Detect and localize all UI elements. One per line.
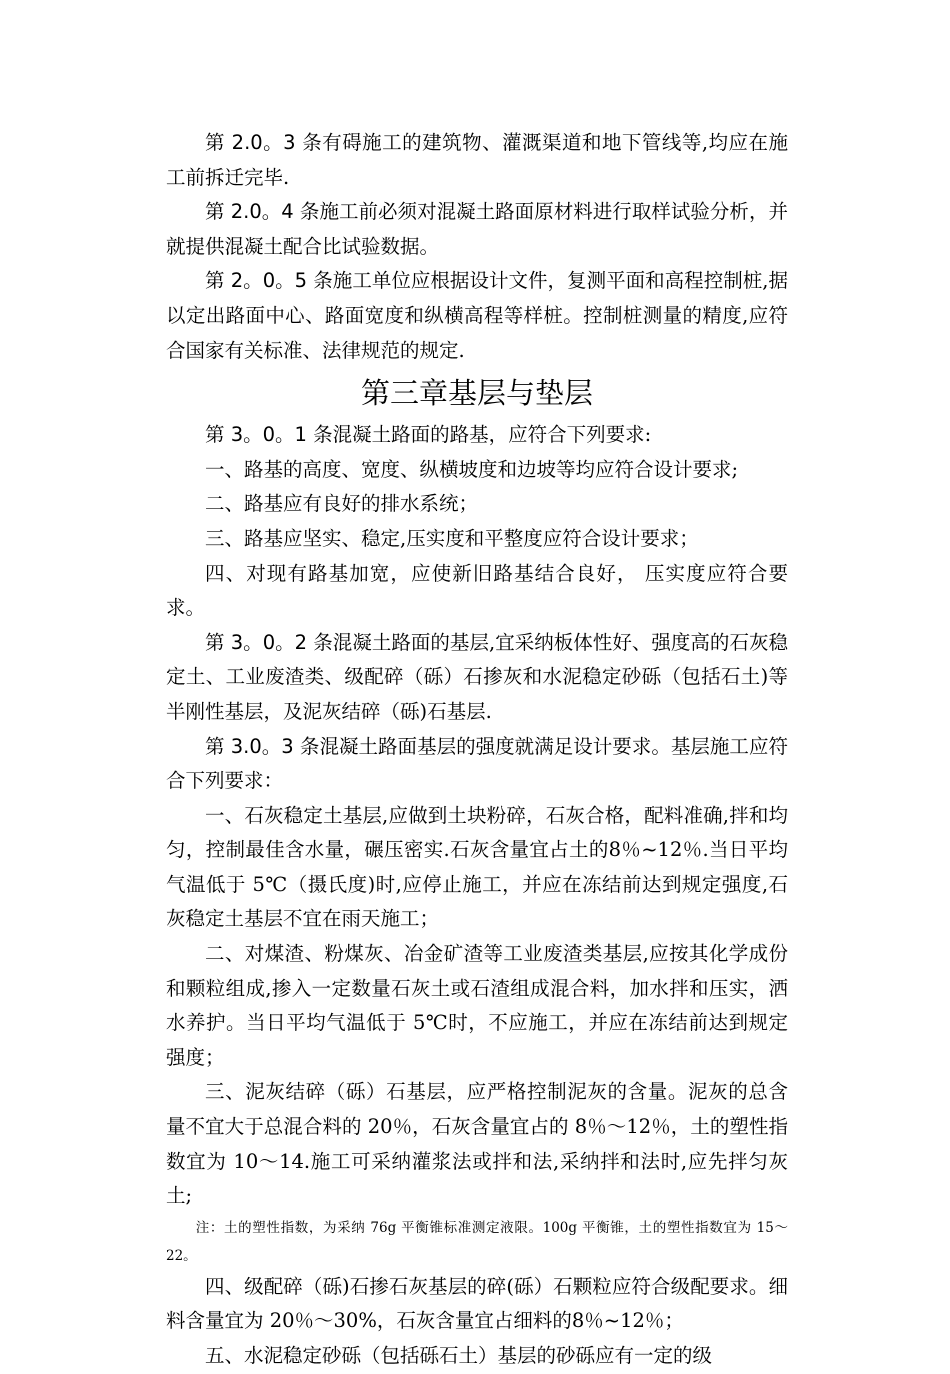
- chapter-heading: 第三章基层与垫层: [360, 376, 593, 411]
- list-item-subgrade-3: 三、路基应坚实、稳定,压实度和平整度应符合设计要求；: [205, 526, 699, 550]
- footnote: 注：土的塑性指数，为采纳 76g 平衡锥标准测定液限。100g 平衡锥，土的塑性指数宜为 15～22。: [166, 1219, 788, 1264]
- article-number: 第 3。0。1 条: [205, 423, 333, 447]
- paragraph-text: 有碍施工的建筑物、灌溉渠道和地下管线等,均应在施工前拆迁完毕.: [166, 131, 788, 189]
- article-number: 第 2。0。5 条: [205, 269, 333, 293]
- paragraph-text: 施工单位应根据设计文件，复测平面和高程控制桩,据以定出路面中心、路面宽度和纵横高程等样桩。控制桩测量的精度,应符合国家有关标准、法律规范的规定.: [166, 269, 788, 362]
- list-item-base-1: 一、石灰稳定土基层,应做到土块粉碎，石灰合格，配料准确,拌和均匀，控制最佳含水量，碾压密实.石灰含量宜占土的8％~12％.当日平均气温低于 5℃（摄氏度)时,应停止施工，并应在冻结前达到规定强度,石灰稳定土基层不宜在雨天施工；: [166, 803, 788, 931]
- paragraph-article-3-0-2: [166, 626, 788, 730]
- paragraph-text: 混凝土路面的基层,宜采纳板体性好、强度高的石灰稳定土、工业废渣类、级配碎（砾）石掺灰和水泥稳定砂砾（包括石土)等半刚性基层，及泥灰结碎（砾)石基层.: [166, 630, 788, 723]
- list-item-base-4: 四、级配碎（砾)石掺石灰基层的碎(砾）石颗粒应符合级配要求。细料含量宜为 20％～30%，石灰含量宜占细料的8％~12％；: [166, 1274, 788, 1333]
- document-page: [166, 126, 788, 1374]
- paragraph-article-3-0-1: [166, 418, 788, 453]
- article-number: 第 2.0。3 条: [205, 131, 323, 154]
- paragraph-article-3-0-3: [166, 730, 788, 799]
- article-number: 第 3.0。3 条: [205, 734, 320, 758]
- list-item-base-3: 三、泥灰结碎（砾）石基层，应严格控制泥灰的含量。泥灰的总含量不宜大于总混合料的 20％，石灰含量宜占的 8％～12％，土的塑性指数宜为 10～14.施工可采纳灌浆法或拌和法,采纳拌和法时,应先拌匀灰土;: [166, 1080, 788, 1208]
- paragraph-text: 施工前必须对混凝土路面原材料进行取样试验分析，并就提供混凝土配合比试验数据。: [166, 200, 788, 258]
- article-number: 第 2.0。4 条: [205, 200, 320, 224]
- paragraph-article-2-0-3: [166, 126, 788, 195]
- list-item-base-2: 二、对煤渣、粉煤灰、冶金矿渣等工业废渣类基层,应按其化学成份和颗粒组成,掺入一定数量石灰土或石渣组成混合料，加水拌和压实，洒水养护。当日平均气温低于 5℃时，不应施工，并应在冻结前达到规定强度；: [166, 942, 788, 1069]
- list-item-subgrade-2: 二、路基应有良好的排水系统；: [205, 492, 479, 516]
- paragraph-text: 混凝土路面的路基，应符合下列要求:: [332, 423, 652, 447]
- list-item-subgrade-4: 四、对现有路基加宽，应使新旧路基结合良好， 压实度应符合要求。: [166, 561, 788, 620]
- list-item-base-5: 五、水泥稳定砂砾（包括砾石土）基层的砂砾应有一定的级: [205, 1344, 713, 1367]
- paragraph-article-2-0-5: [166, 264, 788, 368]
- list-item-subgrade-1: 一、路基的高度、宽度、纵横坡度和边坡等均应符合设计要求;: [205, 457, 739, 481]
- paragraph-text: 混凝土路面基层的强度就满足设计要求。基层施工应符合下列要求：: [166, 734, 788, 793]
- article-number: 第 3。0。2 条: [205, 630, 333, 654]
- paragraph-article-2-0-4: [166, 195, 788, 264]
